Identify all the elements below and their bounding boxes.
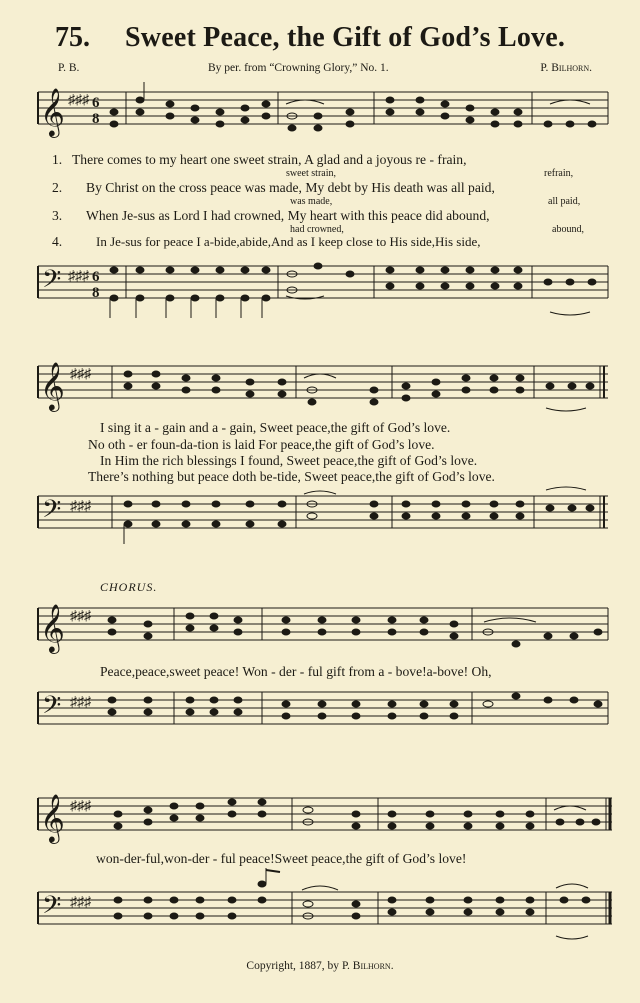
bass-clef-icon: 𝄢 [42,266,62,299]
verse3-echo-b: abound, [552,224,584,235]
verse2-echo-a: was made, [290,196,333,207]
system2-treble-notes [124,371,594,411]
copyright-prefix: Copyright, 1887, by [246,960,340,972]
chorus-line2: won-der-ful,won-der - ful peace!Sweet peace,the gift of God’s love! [96,851,467,866]
verse2-line1: By Christ on the cross peace was made, My debt by His death was all paid, [86,180,495,195]
system1-treble-staff [0,80,640,142]
bass-key-signature-sharps: ♯♯♯ [70,695,91,710]
verse4-line2: There’s nothing but peace doth be-tide, Sweet peace,the gift of God’s love. [88,469,495,484]
key-signature-sharps: ♯♯♯ [68,93,89,108]
time-signature-bottom: 8 [92,111,100,127]
hymn-number: 75. [55,22,90,53]
verse1-line2: I sing it a - gain and a - gain, Sweet peace,the gift of God’s love. [100,420,451,435]
verse3-echo-a: had crowned, [290,224,344,235]
key-signature-sharps: ♯♯♯ [70,799,91,814]
chorus1-treble-notes [108,613,602,647]
bass-clef-icon: 𝄢 [42,692,62,725]
copyright-notice [0,960,640,972]
verse3-number: 3. [52,208,63,223]
bass-time-signature-top: 6 [92,269,100,285]
bass-time-signature-bottom: 8 [92,285,100,301]
system2-treble-staff [0,352,640,416]
verse1-echo-b: refrain, [544,168,574,179]
words-credit: P. B. [58,62,80,74]
key-signature-sharps: ♯♯♯ [70,609,91,624]
verse2-number: 2. [52,180,63,195]
bass-key-signature-sharps: ♯♯♯ [68,269,89,284]
treble-clef-icon: 𝄞 [40,364,65,410]
bass-clef-icon: 𝄢 [42,496,62,529]
bass-clef-icon: 𝄢 [42,892,62,925]
copyright-holder: P. Bilhorn. [341,960,394,972]
bass-key-signature-sharps: ♯♯♯ [70,499,91,514]
verse1-echo-a: sweet strain, [286,168,336,179]
treble-clef-icon: 𝄞 [40,796,65,842]
treble-clef-icon: 𝄞 [40,90,65,136]
treble-clef-icon: 𝄞 [40,606,65,652]
credits-row [58,62,592,78]
verse3-line1: When Je-sus as Lord I had crowned, My heart with this peace did abound, [86,208,490,223]
chorus2-bass-notes [114,868,590,939]
verse1-line1: There comes to my heart one sweet strain, A glad and a joyous re - frain, [72,152,467,167]
chorus2-bass-staff [0,868,640,950]
verse2-echo-b: all paid, [548,196,581,207]
verse4-line1: In Je-sus for peace I a-bide,abide,And as I keep close to His side,His side, [96,234,481,249]
chorus-line1: Peace,peace,sweet peace! Won - der - ful gift from a - bove!a-bove! Oh, [100,664,492,679]
verse4-number: 4. [52,234,63,249]
verse2-line2: No oth - er foun-da-tion is laid For peace,the gift of God’s love. [88,437,435,452]
chorus1-bass-notes [108,693,602,719]
system2-bass-staff [0,484,640,554]
hymn-title: Sweet Peace, the Gift of God’s Love. [125,22,566,53]
key-signature-sharps: ♯♯♯ [70,367,91,382]
chorus-label: CHORUS. [100,580,158,594]
chorus1-treble-staff [0,596,640,658]
verse1-number: 1. [52,152,63,167]
time-signature-top: 6 [92,95,100,111]
chorus2-treble-staff [0,784,640,850]
chorus1-bass-staff [0,680,640,742]
system1-bass-staff [0,252,640,324]
bass-key-signature-sharps: ♯♯♯ [70,895,91,910]
permission-note: By per. from “Crowning Glory,” No. 1. [208,62,389,74]
verse3-line2: In Him the rich blessings I found, Sweet peace,the gift of God’s love. [100,453,478,468]
music-credit: P. Bilhorn. [540,62,592,74]
title-row [55,22,620,56]
